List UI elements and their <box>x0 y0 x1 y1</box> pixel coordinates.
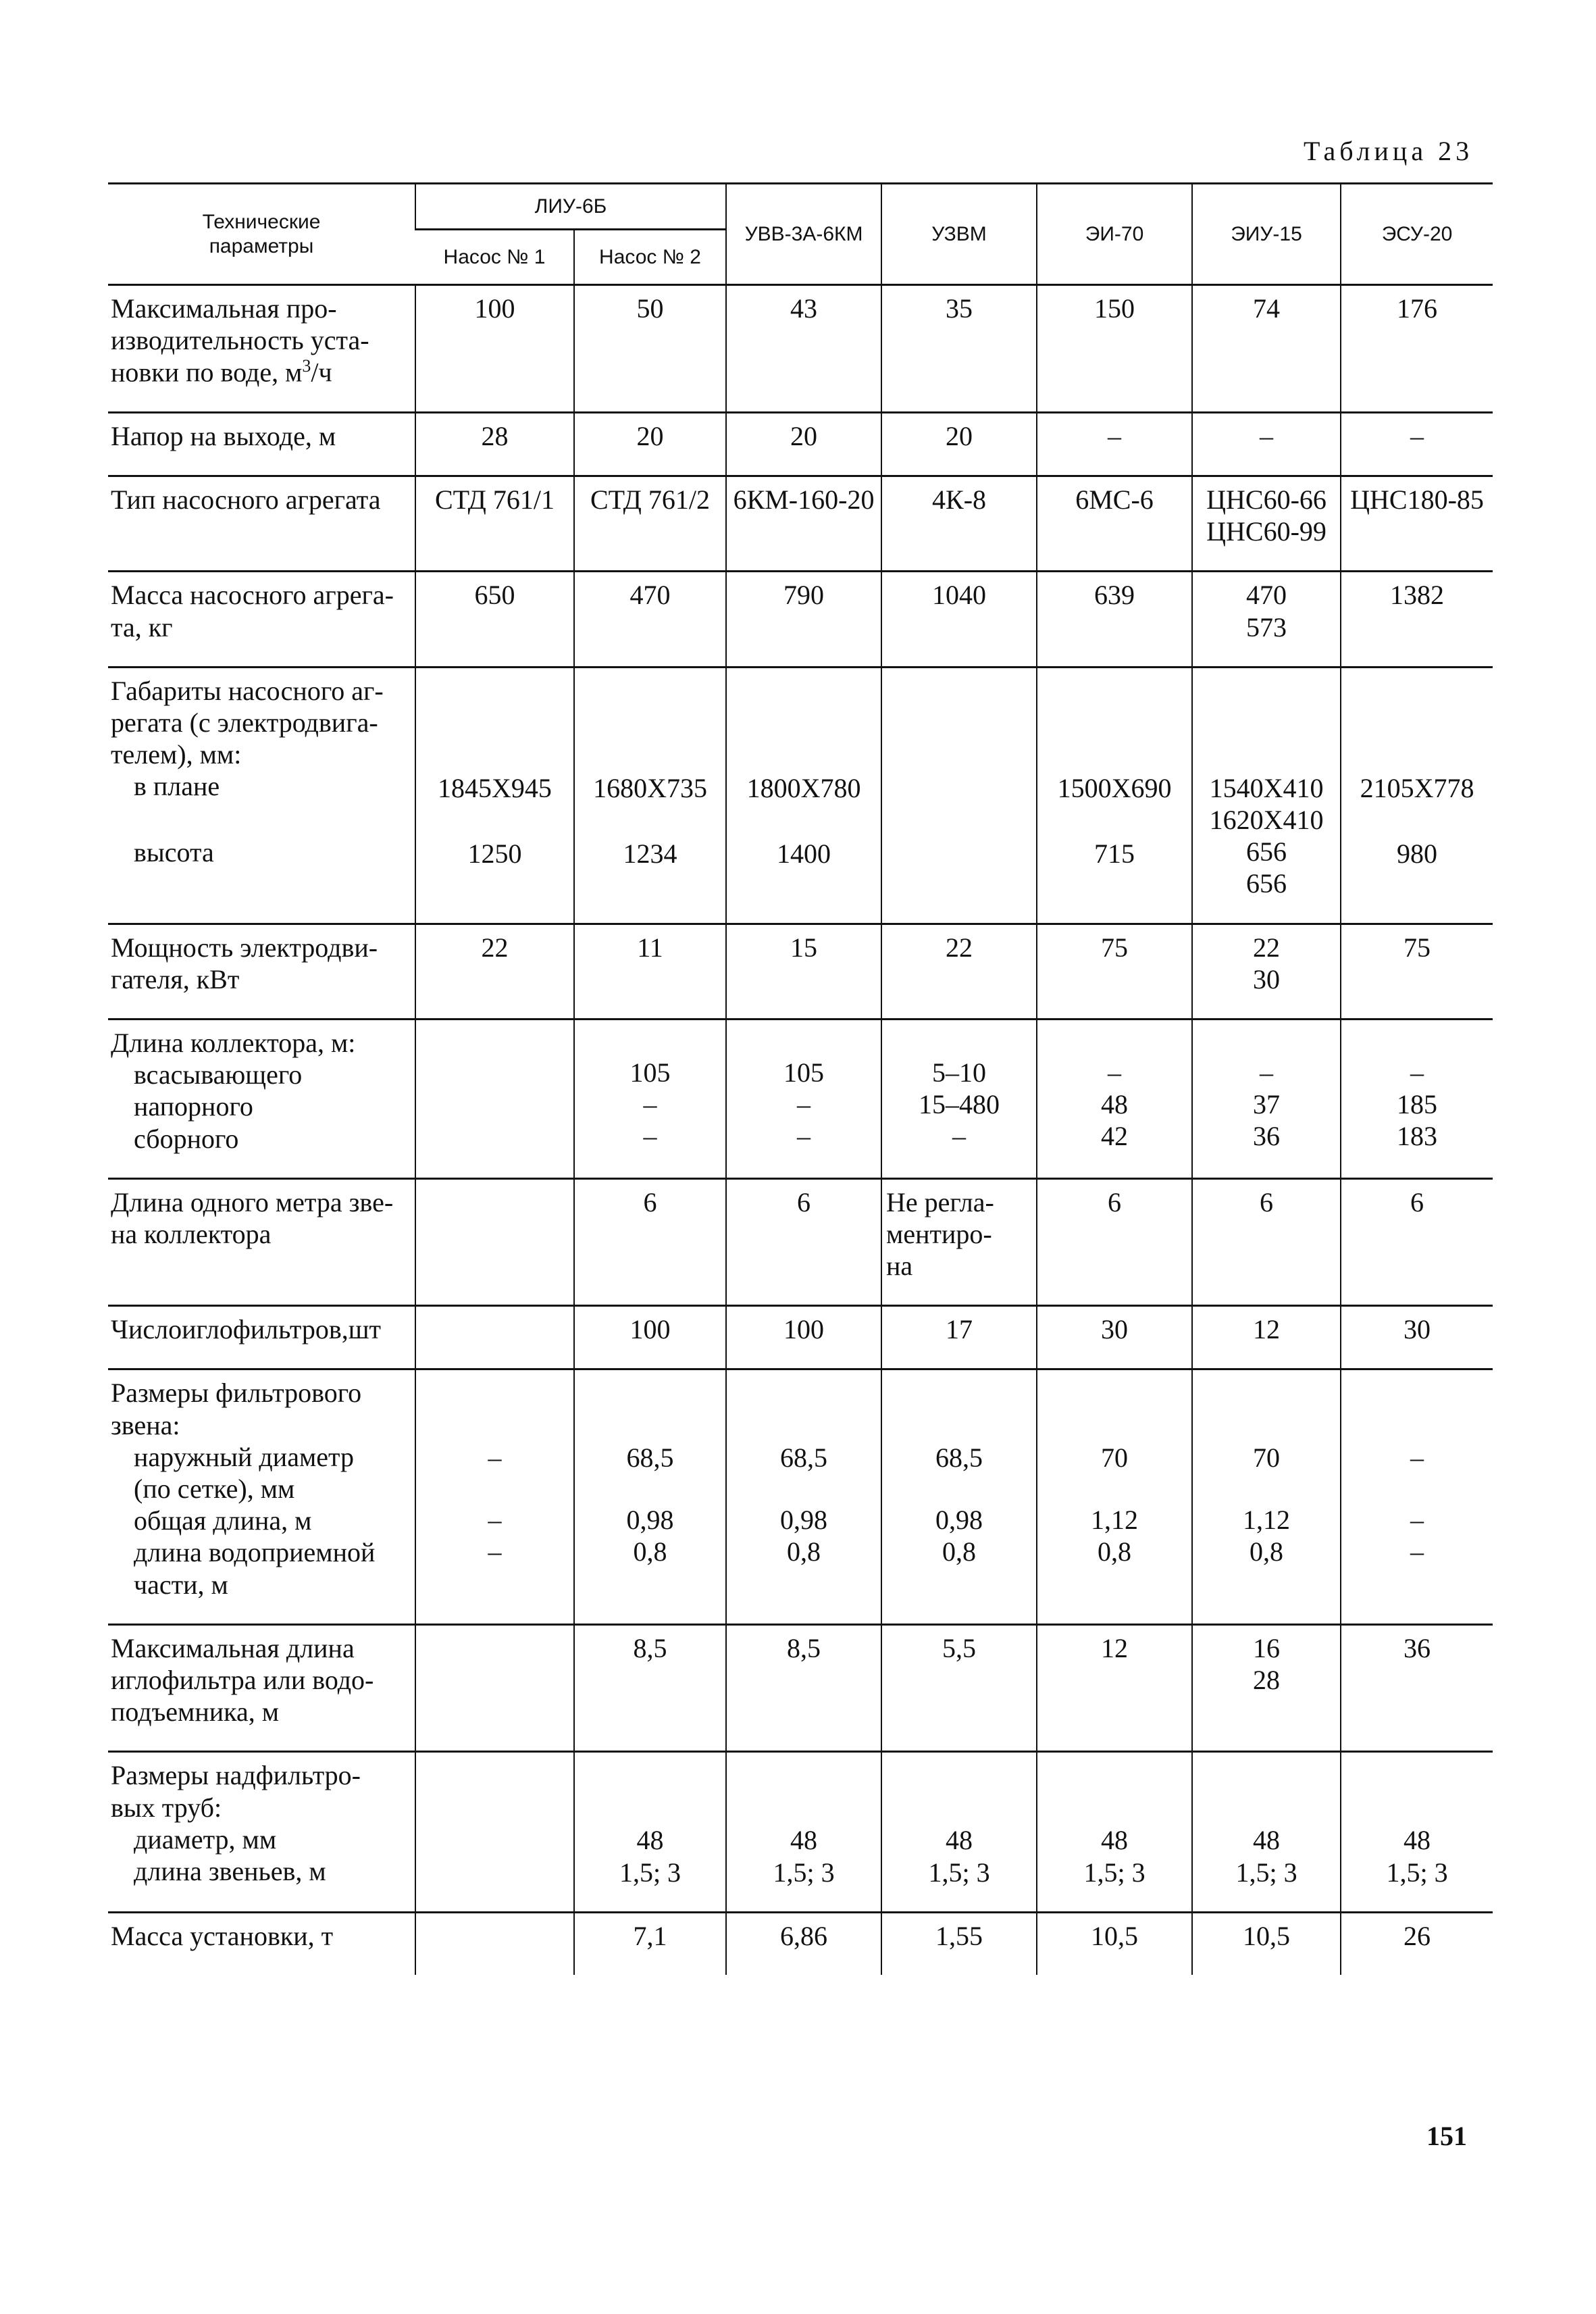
row-param: Тип насосного агрегата <box>108 476 415 572</box>
param-line: Габариты насосного аг- <box>111 675 384 706</box>
param-line: Мощность электродви- <box>111 932 378 963</box>
cell-line: Не регла- <box>886 1186 994 1217</box>
cell-line: 1250 <box>467 838 522 870</box>
cell: СТД 761/1 <box>415 476 574 572</box>
table-row <box>108 1752 1493 1912</box>
table-row <box>108 285 1493 413</box>
cell: 5,5 <box>881 1624 1037 1752</box>
cell <box>415 1752 574 1912</box>
header-esu20: ЭСУ-20 <box>1341 184 1493 285</box>
cell <box>1192 667 1341 924</box>
cell-line: 980 <box>1397 838 1438 870</box>
cell-line: 48 <box>1101 1089 1129 1120</box>
cell-line: 1400 <box>777 838 831 870</box>
cell <box>1192 572 1341 667</box>
cell: 639 <box>1037 572 1192 667</box>
cell-line: – <box>488 1504 502 1535</box>
cell-line: 1,12 <box>1243 1504 1291 1535</box>
param-line: Размеры надфильтро- <box>111 1760 361 1791</box>
cell <box>1192 476 1341 572</box>
cell: 100 <box>415 285 574 413</box>
cell-line: – <box>1410 1057 1424 1088</box>
cell: 100 <box>726 1306 881 1369</box>
row-param <box>108 572 415 667</box>
cell: 790 <box>726 572 881 667</box>
cell-line: 105 <box>783 1057 825 1088</box>
cell: 43 <box>726 285 881 413</box>
cell: 10,5 <box>1037 1912 1192 1975</box>
cell-line: 1680Х735 <box>593 772 707 803</box>
cell <box>1341 667 1493 924</box>
param-subline: в плане <box>134 771 220 802</box>
cell <box>574 667 726 924</box>
cell: – <box>1192 412 1341 476</box>
cell-line: 1,5; 3 <box>619 1857 681 1888</box>
cell-line: 48 <box>636 1825 664 1856</box>
cell-line: 1,5; 3 <box>1386 1857 1448 1888</box>
cell-line: 573 <box>1246 611 1287 643</box>
header-liu-group: ЛИУ-6Б <box>415 184 726 230</box>
cell <box>1341 1752 1493 1912</box>
param-line: регата (с электродвига- <box>111 707 378 738</box>
param-line: изводительность уста- <box>111 325 369 356</box>
cell-line: 68,5 <box>626 1442 674 1474</box>
cell-line: 68,5 <box>935 1442 983 1474</box>
cell <box>574 1019 726 1178</box>
cell-line: – <box>797 1089 811 1120</box>
cell: 26 <box>1341 1912 1493 1975</box>
param-text: новки по воде, м <box>111 357 303 388</box>
table-row <box>108 1306 1493 1369</box>
cell-line: 183 <box>1397 1121 1438 1152</box>
cell: 12 <box>1192 1306 1341 1369</box>
cell <box>726 667 881 924</box>
cell-line: – <box>1260 1057 1274 1088</box>
row-param <box>108 667 415 924</box>
header-eiu15: ЭИУ-15 <box>1192 184 1341 285</box>
cell-line: 16 <box>1253 1632 1281 1663</box>
cell-line: ЦНС60-99 <box>1206 516 1327 547</box>
cell <box>1192 1369 1341 1624</box>
cell-line: 0,8 <box>633 1536 667 1567</box>
cell <box>1192 1752 1341 1912</box>
cell: СТД 761/2 <box>574 476 726 572</box>
cell-line: на <box>886 1251 913 1282</box>
header-ei70: ЭИ-70 <box>1037 184 1192 285</box>
cell: 20 <box>726 412 881 476</box>
cell: 36 <box>1341 1624 1493 1752</box>
param-subline: части, м <box>134 1569 228 1600</box>
cell-line: 0,98 <box>935 1504 983 1535</box>
cell: 12 <box>1037 1624 1192 1752</box>
cell: 17 <box>881 1306 1037 1369</box>
param-line: Длина коллектора, м: <box>111 1027 356 1058</box>
cell <box>415 1178 574 1306</box>
cell: 6 <box>574 1178 726 1306</box>
cell <box>1192 1624 1341 1752</box>
param-subline: наружный диаметр <box>134 1441 354 1472</box>
cell-line: ментиро- <box>886 1218 992 1249</box>
param-subline: напорного <box>134 1091 253 1122</box>
cell: 15 <box>726 924 881 1019</box>
cell-line: – <box>488 1442 502 1474</box>
cell-line: – <box>1108 1057 1122 1088</box>
cell-line: 1,5; 3 <box>928 1857 990 1888</box>
cell: 10,5 <box>1192 1912 1341 1975</box>
cell: 22 <box>881 924 1037 1019</box>
cell-line: 1500Х690 <box>1057 772 1172 803</box>
technical-parameters-table <box>108 182 1493 1975</box>
cell: 6,86 <box>726 1912 881 1975</box>
cell-line: 48 <box>790 1825 818 1856</box>
header-uvv: УВВ-3А-6КМ <box>726 184 881 285</box>
cell-line: 1,5; 3 <box>1235 1857 1297 1888</box>
row-param <box>108 1752 415 1912</box>
param-subline: длина звеньев, м <box>134 1855 326 1886</box>
table-row <box>108 412 1493 476</box>
cell-line: 656 <box>1246 868 1287 899</box>
cell-line: 0,8 <box>1250 1536 1284 1567</box>
cell-line: 48 <box>946 1825 973 1856</box>
cell: 650 <box>415 572 574 667</box>
row-param: Напор на выходе, м <box>108 412 415 476</box>
cell <box>1341 1369 1493 1624</box>
param-line: на коллектора <box>111 1218 272 1249</box>
cell-line: 42 <box>1101 1121 1129 1152</box>
cell-line: 48 <box>1253 1825 1281 1856</box>
table-row <box>108 1019 1493 1178</box>
cell-line: ЦНС60-66 <box>1206 484 1327 515</box>
cell-line: 1800Х780 <box>746 772 861 803</box>
cell-line: 0,8 <box>1098 1536 1132 1567</box>
cell <box>1192 1019 1341 1178</box>
param-unit: /ч <box>311 357 332 388</box>
page-number: 151 <box>1426 2121 1467 2151</box>
cell-line: 470 <box>1246 580 1287 611</box>
cell <box>415 1912 574 1975</box>
cell: 6МС-6 <box>1037 476 1192 572</box>
table-row <box>108 572 1493 667</box>
cell-line: 36 <box>1253 1121 1281 1152</box>
table-caption: Таблица 23 <box>1304 136 1474 166</box>
cell-line: 105 <box>629 1057 671 1088</box>
cell-line: 22 <box>1253 932 1281 963</box>
cell: 30 <box>1341 1306 1493 1369</box>
cell-line: – <box>1410 1442 1424 1474</box>
cell: 150 <box>1037 285 1192 413</box>
cell-line: 30 <box>1253 963 1281 995</box>
cell-line: 1540Х410 <box>1209 772 1324 803</box>
table-row <box>108 1369 1493 1624</box>
header-param-line: Технические <box>202 211 321 234</box>
table-row <box>108 667 1493 924</box>
param-line: Максимальная длина <box>111 1632 355 1663</box>
cell: 75 <box>1037 924 1192 1019</box>
cell-line: – <box>1410 1536 1424 1567</box>
row-param <box>108 1369 415 1624</box>
cell-line: 48 <box>1404 1825 1431 1856</box>
cell: 75 <box>1341 924 1493 1019</box>
cell <box>574 1752 726 1912</box>
param-subline: диаметр, мм <box>134 1823 277 1855</box>
cell <box>726 1752 881 1912</box>
cell: 8,5 <box>574 1624 726 1752</box>
row-param <box>108 1019 415 1178</box>
param-subline: сборного <box>134 1123 239 1154</box>
cell-line: – <box>643 1121 657 1152</box>
cell <box>1037 667 1192 924</box>
cell <box>415 667 574 924</box>
row-param: Масса установки, т <box>111 1920 334 1951</box>
param-line: та, кг <box>111 611 173 643</box>
cell-line: – <box>952 1121 967 1152</box>
unit-superscript: 3 <box>302 356 311 376</box>
cell: 50 <box>574 285 726 413</box>
cell: 35 <box>881 285 1037 413</box>
cell <box>1037 1752 1192 1912</box>
cell-line: 0,8 <box>942 1536 977 1567</box>
cell-line: 28 <box>1253 1664 1281 1695</box>
cell-line: 37 <box>1253 1089 1281 1120</box>
table-row <box>108 476 1493 572</box>
param-line: подъемника, м <box>111 1696 280 1728</box>
cell: 11 <box>574 924 726 1019</box>
param-line: телем), мм: <box>111 739 242 770</box>
cell <box>415 1306 574 1369</box>
cell <box>415 1624 574 1752</box>
cell-line: 1234 <box>623 838 677 870</box>
param-subline: высота <box>134 836 214 867</box>
param-subline: общая длина, м <box>134 1505 312 1536</box>
cell-line: – <box>797 1121 811 1152</box>
cell: – <box>1037 412 1192 476</box>
table-row <box>108 1912 1493 1975</box>
cell-line: 715 <box>1094 838 1135 870</box>
param-line: Размеры фильтрового <box>111 1378 362 1409</box>
cell: 6 <box>1341 1178 1493 1306</box>
cell: – <box>1341 412 1493 476</box>
cell: 74 <box>1192 285 1341 413</box>
cell: 6 <box>1192 1178 1341 1306</box>
param-line <box>111 356 408 388</box>
cell: 1,55 <box>881 1912 1037 1975</box>
cell <box>726 1369 881 1624</box>
cell <box>726 1019 881 1178</box>
cell-line: 15–480 <box>919 1089 1000 1120</box>
cell-line: 1620Х410 <box>1209 805 1324 836</box>
cell-line: 2105Х778 <box>1360 772 1474 803</box>
cell-line: 5–10 <box>932 1057 987 1088</box>
cell-line: 68,5 <box>780 1442 828 1474</box>
cell-line: – <box>488 1536 502 1567</box>
cell: 100 <box>574 1306 726 1369</box>
param-line: Масса насосного агрега- <box>111 580 394 611</box>
cell: 22 <box>415 924 574 1019</box>
cell: 8,5 <box>726 1624 881 1752</box>
cell-line: – <box>1410 1504 1424 1535</box>
header-param-line: параметры <box>209 234 314 257</box>
cell-line: – <box>643 1089 657 1120</box>
cell <box>881 667 1037 924</box>
table-row <box>108 924 1493 1019</box>
cell-line: 48 <box>1101 1825 1129 1856</box>
cell: 6 <box>726 1178 881 1306</box>
cell: ЦНС180-85 <box>1341 476 1493 572</box>
param-line: вых труб: <box>111 1792 222 1823</box>
param-line: звена: <box>111 1409 180 1440</box>
table-row <box>108 1624 1493 1752</box>
cell-line: 1845Х945 <box>438 772 552 803</box>
cell <box>415 1019 574 1178</box>
cell <box>1192 924 1341 1019</box>
cell: 20 <box>574 412 726 476</box>
cell-line: 0,98 <box>626 1504 674 1535</box>
cell <box>881 1178 1037 1306</box>
cell: 6 <box>1037 1178 1192 1306</box>
cell-line: 70 <box>1253 1442 1281 1474</box>
cell-line: 1,5; 3 <box>773 1857 835 1888</box>
cell-line: 1,12 <box>1091 1504 1139 1535</box>
header-liu-pump1: Насос № 1 <box>415 230 574 285</box>
cell-line: 656 <box>1246 836 1287 867</box>
cell <box>1037 1369 1192 1624</box>
cell: 6КМ-160-20 <box>726 476 881 572</box>
cell: 176 <box>1341 285 1493 413</box>
table-row <box>108 1178 1493 1306</box>
cell-line: 185 <box>1397 1089 1438 1120</box>
param-line: гателя, кВт <box>111 963 240 995</box>
param-line: Длина одного метра зве- <box>111 1186 394 1217</box>
cell-line: 1,5; 3 <box>1083 1857 1145 1888</box>
cell <box>1037 1019 1192 1178</box>
param-subline: длина водоприемной <box>134 1537 376 1568</box>
cell <box>574 1369 726 1624</box>
cell-line: 70 <box>1101 1442 1129 1474</box>
cell: 1382 <box>1341 572 1493 667</box>
row-param <box>108 1178 415 1306</box>
cell-line: 0,98 <box>780 1504 828 1535</box>
cell <box>1341 1019 1493 1178</box>
row-param <box>108 285 415 413</box>
cell <box>415 1369 574 1624</box>
cell: 28 <box>415 412 574 476</box>
header-param <box>108 184 415 285</box>
cell: 20 <box>881 412 1037 476</box>
cell <box>881 1752 1037 1912</box>
row-param <box>108 924 415 1019</box>
cell-line: 0,8 <box>787 1536 821 1567</box>
param-subline: (по сетке), мм <box>134 1474 295 1505</box>
header-liu-pump2: Насос № 2 <box>574 230 726 285</box>
cell: 30 <box>1037 1306 1192 1369</box>
header-uzvm: УЗВМ <box>881 184 1037 285</box>
table-header <box>108 184 1493 285</box>
param-subline: всасывающего <box>134 1059 303 1090</box>
cell <box>881 1369 1037 1624</box>
cell <box>881 1019 1037 1178</box>
cell: 1040 <box>881 572 1037 667</box>
cell: 7,1 <box>574 1912 726 1975</box>
row-param <box>108 1624 415 1752</box>
param-line: иглофильтра или водо- <box>111 1664 374 1695</box>
param-line: Максимальная про- <box>111 293 337 324</box>
cell: 4К-8 <box>881 476 1037 572</box>
row-param: Числоиглофильтров,шт <box>108 1306 415 1369</box>
cell: 470 <box>574 572 726 667</box>
